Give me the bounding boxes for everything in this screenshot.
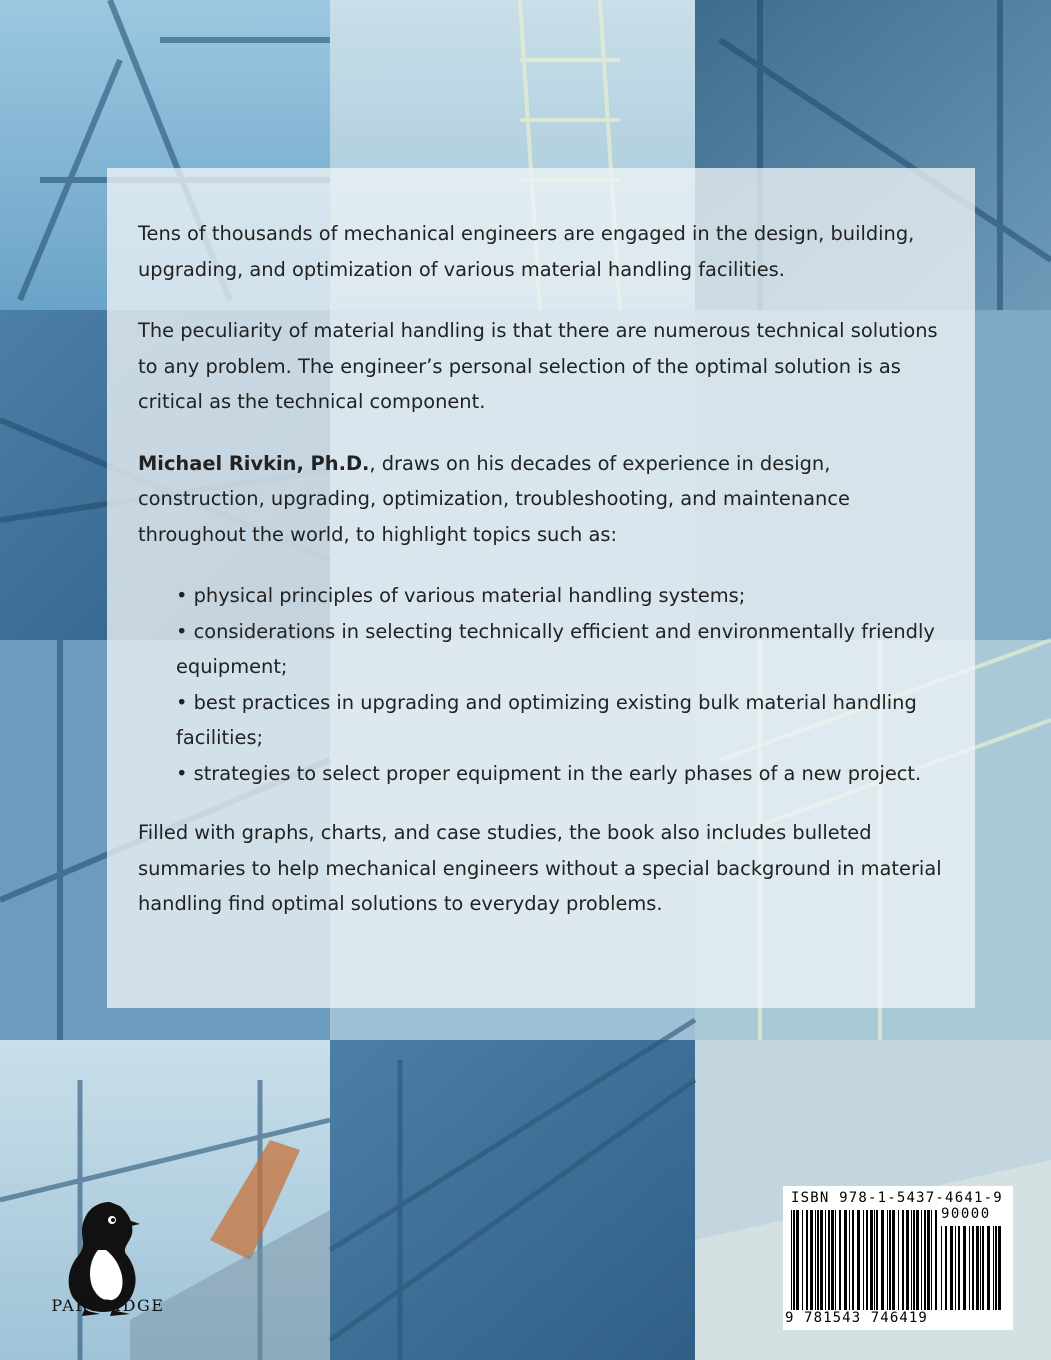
barcode-bar <box>982 1226 984 1310</box>
barcode-bar <box>815 1210 816 1310</box>
topics-list <box>138 578 945 791</box>
author-description: , draws on his decades of experience in design, construction, upgrading, optimization, troubleshooting, and maintenance throughout the world, to highlight topics such as: <box>138 451 850 546</box>
barcode-bar <box>945 1226 947 1310</box>
ean-barcode-bars <box>791 1210 941 1310</box>
barcode-bar <box>987 1226 990 1310</box>
barcode-bar <box>921 1210 922 1310</box>
barcode-bar <box>958 1226 960 1310</box>
list-item: • best practices in upgrading and optimizing existing bulk material handling facilities; <box>176 690 917 749</box>
barcode-bar <box>793 1210 795 1310</box>
barcode-bar <box>887 1210 888 1310</box>
barcode-bar <box>892 1210 895 1310</box>
barcode-bar <box>874 1210 875 1310</box>
author-name: Michael Rivkin, Ph.D. <box>138 451 370 475</box>
barcode-bar <box>993 1226 994 1310</box>
barcode-bar <box>906 1210 909 1310</box>
barcode-bar <box>916 1210 919 1310</box>
description-panel <box>107 168 975 1008</box>
barcode-bar <box>835 1210 836 1310</box>
barcode-bar <box>870 1210 873 1310</box>
barcode-bar <box>881 1210 884 1310</box>
barcode-bar <box>889 1210 891 1310</box>
list-item: • physical principles of various material handling systems; <box>176 584 746 607</box>
barcode-bar <box>820 1210 823 1310</box>
addon-barcode-bars <box>941 1226 1003 1310</box>
barcode-bar <box>941 1226 942 1310</box>
barcode-bar <box>852 1210 854 1310</box>
description-paragraph-1: Tens of thousands of mechanical engineers are engaged in the design, building, upgrading, and optimization of various material handling facilities. <box>138 222 915 281</box>
isbn-barcode <box>783 1186 1013 1330</box>
list-item: • considerations in selecting technically efficient and environmentally friendly equipment; <box>176 619 935 678</box>
barcode-bar <box>935 1210 937 1310</box>
barcode-bar <box>963 1226 966 1310</box>
barcode-bar <box>924 1210 926 1310</box>
barcode-bar <box>863 1210 864 1310</box>
barcode-bar <box>976 1226 979 1310</box>
barcode-bar <box>839 1210 841 1310</box>
barcode-bar <box>927 1210 930 1310</box>
barcode-bar <box>791 1210 792 1310</box>
list-item: • strategies to select proper equipment in the early phases of a new project. <box>176 761 922 785</box>
barcode-bar <box>995 1226 997 1310</box>
barcode-bar <box>825 1210 826 1310</box>
barcode-bar <box>911 1210 912 1310</box>
barcode-bar <box>913 1210 915 1310</box>
barcode-bar <box>876 1210 878 1310</box>
description-paragraph-2: The peculiarity of material handling is that there are numerous technical solutions to any problem. The engineer’s personal selection of the optimal solution is as critical as the technical component. <box>138 319 938 413</box>
barcode-bar <box>810 1210 813 1310</box>
description-paragraph-4: Filled with graphs, charts, and case studies, the book also includes bulleted summaries to help mechanical engineers without a special background in material handling find optimal solutions to everyday problems. <box>138 821 942 915</box>
price-addon-code: 90000 <box>941 1206 991 1222</box>
barcode-bar <box>802 1210 803 1310</box>
barcode-bar <box>955 1226 956 1310</box>
barcode-bar <box>849 1210 850 1310</box>
barcode-bar <box>998 1226 1001 1310</box>
description-paragraph-3 <box>138 446 945 553</box>
barcode-bar <box>817 1210 819 1310</box>
barcode-bar <box>902 1210 904 1310</box>
barcode-bar <box>950 1226 953 1310</box>
barcode-bar <box>931 1210 932 1310</box>
barcode-bar <box>828 1210 830 1310</box>
barcode-bar <box>857 1210 860 1310</box>
barcode-bar <box>972 1226 974 1310</box>
barcode-bar <box>866 1210 868 1310</box>
barcode-bar <box>898 1210 899 1310</box>
barcode-bar <box>969 1226 970 1310</box>
barcode-bar <box>796 1210 799 1310</box>
publisher-name: PARTRIDGE <box>51 1296 165 1315</box>
barcode-bar <box>806 1210 808 1310</box>
barcode-bar <box>831 1210 834 1310</box>
isbn-number: ISBN 978-1-5437-4641-9 <box>791 1190 1003 1206</box>
barcode-bar <box>980 1226 981 1310</box>
barcode-bar <box>844 1210 847 1310</box>
ean-digits: 9 781543 746419 <box>785 1310 928 1326</box>
